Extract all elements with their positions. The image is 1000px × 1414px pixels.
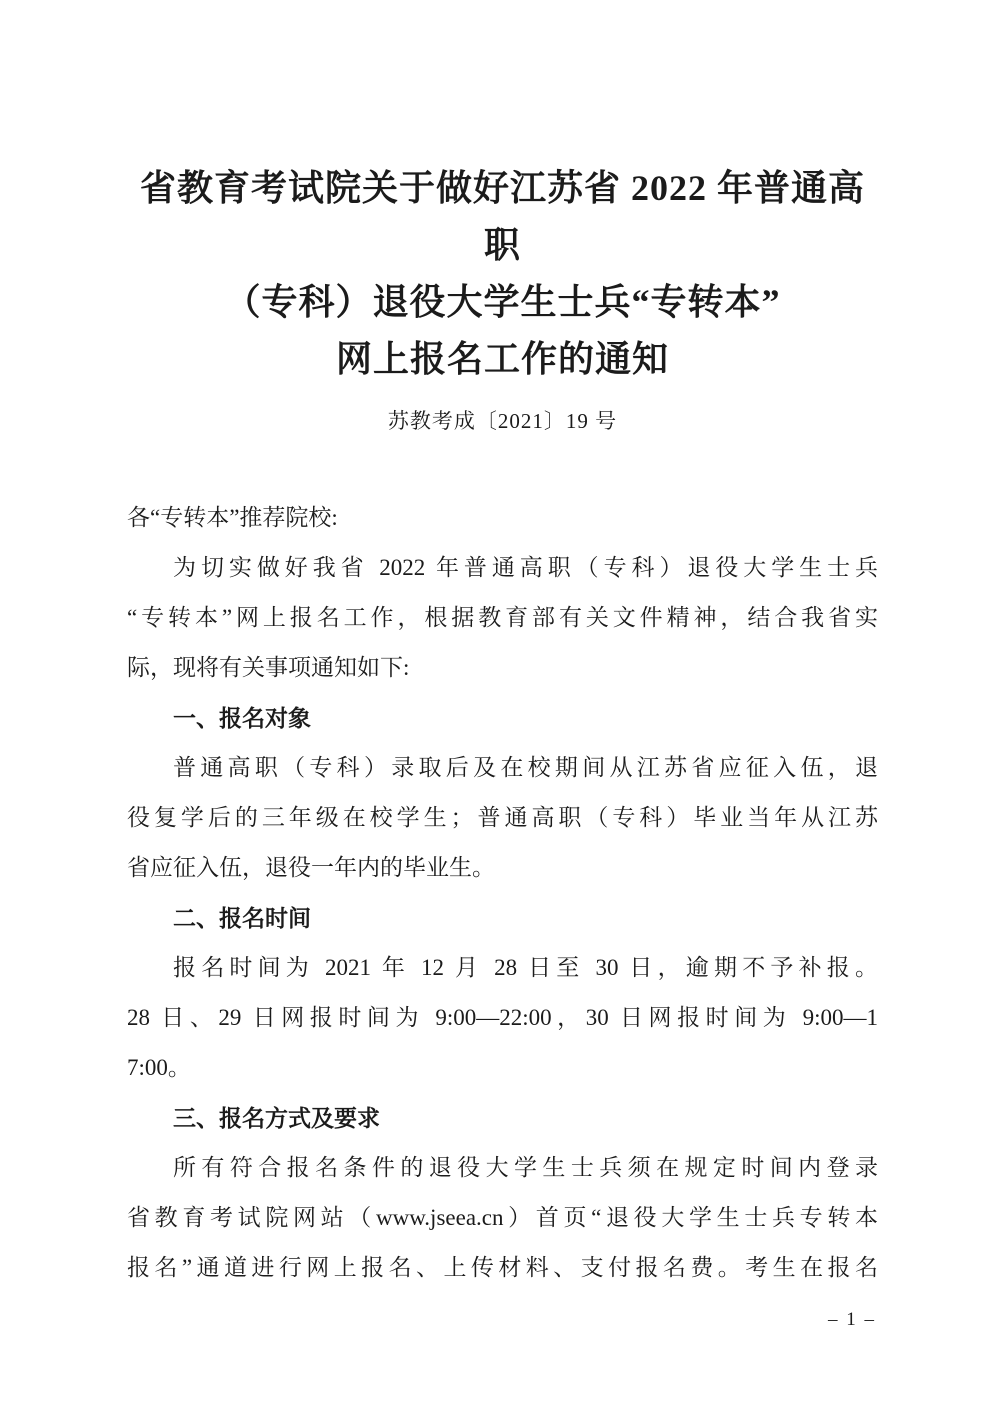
body-line: 普通高职（专科）录取后及在校期间从江苏省应征入伍，退	[173, 755, 878, 780]
title-line: （专科）退役大学生士兵“专转本”	[224, 282, 781, 322]
document-number: 苏教考成〔2021〕19 号	[387, 409, 618, 433]
body-line: 为切实做好我省 2022 年普通高职（专科）退役大学生士兵	[173, 555, 878, 580]
body-line: 报名”通道进行网上报名、上传材料、支付报名费。考生在报名	[127, 1255, 878, 1280]
body-line: 28 日、29 日网报时间为 9:00—22:00，30 日网报时间为 9:00—1	[127, 1005, 878, 1030]
body-line: “专转本”网上报名工作，根据教育部有关文件精神，结合我省实	[127, 605, 878, 630]
body-line: 7:00。	[127, 1055, 191, 1080]
body-line: 报名时间为 2021 年 12 月 28 日至 30 日，逾期不予补报。	[173, 955, 878, 980]
section-heading: 三、报名方式及要求	[173, 1105, 380, 1131]
body-line: 省教育考试院网站（www.jseea.cn）首页“退役大学生士兵专转本	[127, 1205, 878, 1230]
page-number: – 1 –	[828, 1309, 876, 1330]
section-heading: 一、报名对象	[173, 705, 311, 731]
document-title	[127, 160, 878, 388]
body-line: 役复学后的三年级在校学生；普通高职（专科）毕业当年从江苏	[127, 805, 878, 830]
document-body	[127, 493, 878, 1293]
salutation-line: 各“专转本”推荐院校:	[127, 505, 338, 530]
body-line: 所有符合报名条件的退役大学生士兵须在规定时间内登录	[173, 1155, 878, 1180]
body-line: 际，现将有关事项通知如下:	[127, 655, 410, 680]
title-line: 省教育考试院关于做好江苏省 2022 年普通高职	[139, 168, 865, 265]
title-line: 网上报名工作的通知	[335, 339, 669, 379]
body-line: 省应征入伍，退役一年内的毕业生。	[127, 855, 495, 880]
section-heading: 二、报名时间	[173, 905, 311, 931]
